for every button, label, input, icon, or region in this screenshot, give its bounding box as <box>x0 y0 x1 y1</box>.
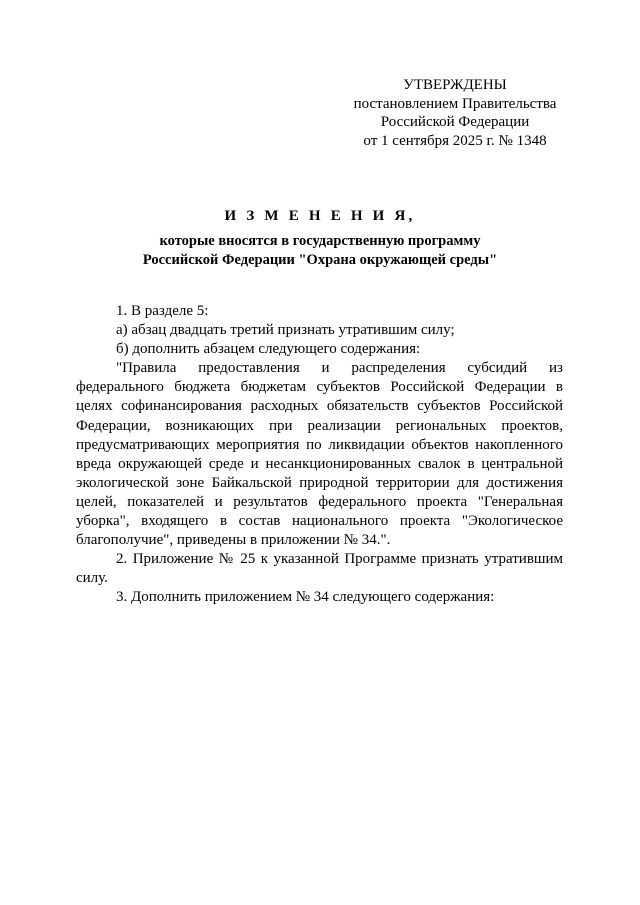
document-title: И З М Е Н Е Н И Я, <box>224 208 416 224</box>
subtitle-line-1: которые вносятся в государственную программу <box>159 233 481 249</box>
approval-label: УТВЕРЖДЕНЫ <box>403 77 507 93</box>
paragraph-3: б) дополнить абзацем следующего содержания: <box>116 341 421 358</box>
paragraph-5: 2. Приложение № 25 к указанной Программе признать утратившим силу. <box>76 551 563 587</box>
approval-stamp <box>330 76 580 150</box>
paragraph-1: 1. В разделе 5: <box>116 303 209 319</box>
paragraph-6: 3. Дополнить приложением № 34 следующего содержания: <box>116 589 495 606</box>
approval-issuer: постановлением Правительства <box>353 95 557 112</box>
subtitle-line-2: Российской Федерации "Охрана окружающей среды" <box>142 251 498 268</box>
document-subtitle <box>0 232 640 269</box>
approval-issuer-country: Российской Федерации <box>380 114 530 130</box>
paragraph-4: "Правила предоставления и распределения субсидий из федерального бюджета бюджетам субъектов Российской Федерации в целях софинансирования расходных обязательств субъектов Российской Федерации, возникающих при реализации региональных проектов, предусматривающих мероприятия по ликвидации объектов накопленного вреда окружающей среде и несанкционированных свалок в центральной экологической зоне Байкальской природной территории для достижения целей, показателей и результатов федерального проекта "Генеральная уборка", входящего в состав национального проекта "Экологическое благополучие", приведены в приложении № 34.". <box>76 360 563 549</box>
document-body <box>76 302 563 608</box>
approval-date-number: от 1 сентября 2025 г. № 1348 <box>363 132 547 149</box>
paragraph-2: а) абзац двадцать третий признать утратившим силу; <box>116 322 455 339</box>
